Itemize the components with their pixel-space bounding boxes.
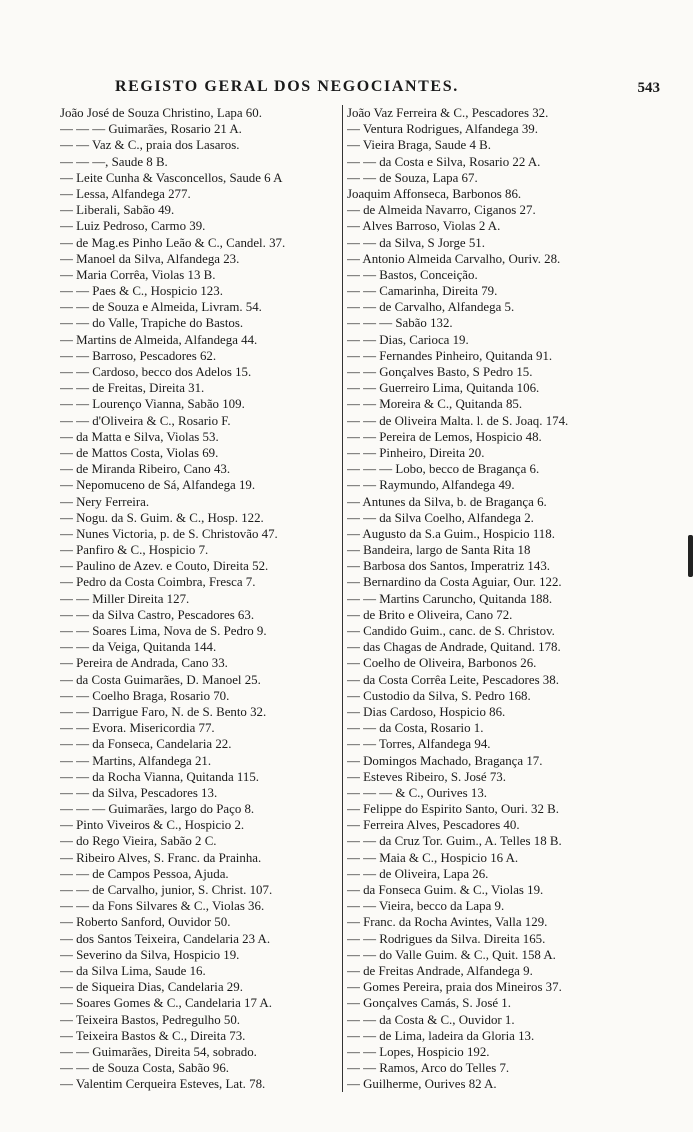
directory-entry: — — de Oliveira Malta. l. de S. Joaq. 174.	[347, 413, 569, 428]
directory-entry: — Candido Guim., canc. de S. Christov.	[347, 624, 555, 638]
directory-entry: — Pedro da Costa Coimbra, Fresca 7.	[60, 575, 256, 590]
directory-entry: — — da Costa e Silva, Rosario 22 A.	[347, 154, 541, 169]
directory-entry: — — Pereira de Lemos, Hospicio 48.	[347, 429, 542, 444]
directory-entry: — — da Fons Silvares & C., Violas 36.	[60, 899, 265, 914]
directory-entry: — — — Guimarães, largo do Paço 8.	[60, 802, 255, 817]
directory-entry: — Paulino de Azev. e Couto, Direita 52.	[60, 559, 269, 574]
directory-entry: — Maria Corrêa, Violas 13 B.	[60, 267, 216, 282]
directory-entry: — — Barroso, Pescadores 62.	[60, 348, 217, 363]
directory-entry: — — de Campos Pessoa, Ajuda.	[60, 866, 229, 881]
directory-entry: — — de Carvalho, junior, S. Christ. 107.	[60, 883, 273, 897]
directory-entry: — das Chagas de Andrade, Quitand. 178.	[347, 640, 561, 655]
directory-entry: — — Raymundo, Alfandega 49.	[347, 478, 515, 493]
directory-entry: — — Miller Direita 127.	[60, 591, 190, 606]
directory-entry: — — da Silva Coelho, Alfandega 2.	[347, 510, 534, 525]
page-title: REGISTO GERAL DOS NEGOCIANTES.	[115, 78, 459, 95]
directory-entry: — — Evora. Misericordia 77.	[60, 721, 215, 736]
directory-entry: — Ferreira Alves, Pescadores 40.	[347, 818, 520, 833]
directory-entry: — Teixeira Bastos & C., Direita 73.	[60, 1028, 246, 1043]
directory-entry: — Antonio Almeida Carvalho, Ouriv. 28.	[347, 251, 561, 266]
directory-entry: — Esteves Ribeiro, S. José 73.	[347, 769, 506, 784]
directory-entry: — — de Souza e Almeida, Livram. 54.	[60, 300, 262, 315]
directory-entry: — de Almeida Navarro, Ciganos 27.	[347, 203, 536, 218]
directory-entry: — — do Valle, Trapiche do Bastos.	[60, 316, 244, 331]
directory-entry: — Antunes da Silva, b. de Bragança 6.	[347, 494, 547, 509]
directory-entry: — — —, Saude 8 B.	[60, 154, 168, 169]
directory-entry: — — Rodrigues da Silva. Direita 165.	[347, 931, 546, 946]
directory-entry: — — Darrigue Faro, N. de S. Bento 32.	[60, 704, 267, 719]
directory-entry: — Nunes Victoria, p. de S. Christovão 47.	[60, 526, 278, 541]
directory-entry: João Vaz Ferreira & C., Pescadores 32.	[347, 106, 549, 120]
directory-entry: — Vieira Braga, Saude 4 B.	[347, 138, 491, 153]
directory-entry: — — da Cruz Tor. Guim., A. Telles 18 B.	[347, 834, 562, 849]
directory-entry: — — Coelho Braga, Rosario 70.	[60, 688, 230, 703]
directory-entry: — — Dias, Carioca 19.	[347, 332, 469, 347]
directory-entry: — Felippe do Espirito Santo, Ouri. 32 B.	[347, 802, 559, 817]
directory-entry: — Luiz Pedroso, Carmo 39.	[60, 219, 206, 234]
directory-entry: — — — Guimarães, Rosario 21 A.	[60, 122, 242, 137]
directory-entry: — — Fernandes Pinheiro, Quitanda 91.	[347, 348, 553, 363]
directory-entry: — Domingos Machado, Bragança 17.	[347, 753, 543, 768]
directory-entry: — Leite Cunha & Vasconcellos, Saude 6 A	[60, 170, 283, 185]
directory-entry: — de Miranda Ribeiro, Cano 43.	[60, 462, 231, 477]
directory-entry: — Bernardino da Costa Aguiar, Our. 122.	[347, 575, 562, 590]
directory-entry: — — da Costa, Rosario 1.	[347, 721, 484, 736]
directory-entry: — Nepomuceno de Sá, Alfandega 19.	[60, 478, 256, 493]
directory-entry: — Pereira de Andrada, Cano 33.	[60, 656, 228, 671]
directory-entry: — — Lourenço Vianna, Sabão 109.	[60, 397, 245, 412]
directory-entry: — da Costa Guimarães, D. Manoel 25.	[60, 672, 261, 687]
directory-entry: — — Pinheiro, Direita 20.	[347, 445, 485, 460]
directory-entry: — Nogu. da S. Guim. & C., Hosp. 122.	[60, 510, 264, 525]
directory-entry: — — de Carvalho, Alfandega 5.	[347, 300, 515, 315]
directory-entry: — Guilherme, Ourives 82 A.	[347, 1077, 497, 1092]
directory-entry: — Bandeira, largo de Santa Rita 18	[347, 543, 531, 558]
directory-entry: — Teixeira Bastos, Pedregulho 50.	[60, 1012, 241, 1027]
directory-entry: — Roberto Sanford, Ouvidor 50.	[60, 915, 231, 930]
directory-entry: — — Ramos, Arco do Telles 7.	[347, 1061, 510, 1076]
directory-entry: — — de Souza Costa, Sabão 96.	[60, 1061, 229, 1076]
directory-entry: — — de Souza, Lapa 67.	[347, 170, 478, 185]
directory-entry: — Franc. da Rocha Avintes, Valla 129.	[347, 915, 548, 930]
directory-entry: — de Mattos Costa, Violas 69.	[60, 445, 219, 460]
page-number: 543	[637, 80, 660, 96]
directory-entry: — — — Sabão 132.	[347, 316, 453, 331]
page-edge-mark	[688, 535, 693, 577]
directory-entry: — — Guerreiro Lima, Quitanda 106.	[347, 381, 540, 396]
directory-entry: — Custodio da Silva, S. Pedro 168.	[347, 688, 531, 703]
directory-entry: — de Mag.es Pinho Leão & C., Candel. 37.	[60, 235, 286, 250]
directory-entry: — — Soares Lima, Nova de S. Pedro 9.	[60, 624, 267, 638]
directory-entry: — Gomes Pereira, praia dos Mineiros 37.	[347, 980, 562, 995]
page-header	[60, 78, 660, 100]
directory-entry: — — Maia & C., Hospicio 16 A.	[347, 850, 519, 865]
directory-entry: — Ribeiro Alves, S. Franc. da Prainha.	[60, 850, 262, 865]
directory-entry: João José de Souza Christino, Lapa 60.	[60, 106, 262, 120]
directory-entry: — Dias Cardoso, Hospicio 86.	[347, 704, 506, 719]
directory-entry: — da Silva Lima, Saude 16.	[60, 963, 206, 978]
directory-entry: — — — & C., Ourives 13.	[347, 785, 488, 800]
directory-entry: — Soares Gomes & C., Candelaria 17 A.	[60, 996, 272, 1011]
directory-entry: — — do Valle Guim. & C., Quit. 158 A.	[347, 947, 556, 962]
left-column	[60, 105, 342, 1092]
directory-entry: — de Freitas Andrade, Alfandega 9.	[347, 963, 533, 978]
directory-entry: — Severino da Silva, Hospicio 19.	[60, 947, 240, 962]
directory-entry: Joaquim Affonseca, Barbonos 86.	[347, 186, 522, 201]
directory-entry: — — Vieira, becco da Lapa 9.	[347, 899, 505, 914]
directory-entry: — — Guimarães, Direita 54, sobrado.	[60, 1044, 257, 1059]
directory-entry: — — — Lobo, becco de Bragança 6.	[347, 462, 540, 477]
directory-entry: — Lessa, Alfandega 277.	[60, 186, 191, 201]
directory-entry: — — da Costa & C., Ouvidor 1.	[347, 1012, 515, 1027]
directory-entry: — Valentim Cerqueira Esteves, Lat. 78.	[60, 1077, 266, 1092]
directory-entry: — — Lopes, Hospicio 192.	[347, 1044, 490, 1059]
directory-entry: — — da Silva, Pescadores 13.	[60, 785, 218, 800]
directory-entry: — Panfiro & C., Hospicio 7.	[60, 543, 209, 558]
directory-entry: — — Martins, Alfandega 21.	[60, 753, 212, 768]
directory-entry: — da Costa Corrêa Leite, Pescadores 38.	[347, 672, 559, 687]
directory-entry: — Liberali, Sabão 49.	[60, 203, 175, 218]
directory-entry: — — Torres, Alfandega 94.	[347, 737, 491, 752]
directory-entry: — — da Silva Castro, Pescadores 63.	[60, 607, 255, 622]
directory-entry: — — Vaz & C., praia dos Lasaros.	[60, 138, 240, 153]
directory-entry: — — d'Oliveira & C., Rosario F.	[60, 413, 231, 428]
directory-entry: — Augusto da S.a Guim., Hospicio 118.	[347, 526, 555, 541]
directory-entry: — — Moreira & C., Quitanda 85.	[347, 397, 523, 412]
directory-entry: — Nery Ferreira.	[60, 494, 150, 509]
directory-entry: — Gonçalves Camás, S. José 1.	[347, 996, 511, 1011]
directory-entry: — de Brito e Oliveira, Cano 72.	[347, 607, 513, 622]
directory-entry: — — da Veiga, Quitanda 144.	[60, 640, 217, 655]
directory-entry: — — Camarinha, Direita 79.	[347, 284, 498, 299]
right-column	[342, 105, 637, 1092]
directory-entry: — — de Freitas, Direita 31.	[60, 381, 205, 396]
directory-entry: — Manoel da Silva, Alfandega 23.	[60, 251, 240, 266]
directory-entry: — da Fonseca Guim. & C., Violas 19.	[347, 883, 544, 897]
directory-entry: — — Cardoso, becco dos Adelos 15.	[60, 365, 252, 379]
directory-entry: — — Paes & C., Hospicio 123.	[60, 284, 223, 299]
directory-entry: — da Matta e Silva, Violas 53.	[60, 429, 219, 444]
directory-entry: — Pinto Viveiros & C., Hospicio 2.	[60, 818, 245, 833]
directory-entry: — — Martins Caruncho, Quitanda 188.	[347, 591, 553, 606]
directory-entry: — Martins de Almeida, Alfandega 44.	[60, 332, 258, 347]
directory-entry: — — Gonçalves Basto, S Pedro 15.	[347, 365, 533, 379]
directory-entry: — — da Fonseca, Candelaria 22.	[60, 737, 232, 752]
directory-entry: — Barbosa dos Santos, Imperatriz 143.	[347, 559, 550, 574]
directory-entry: — Ventura Rodrigues, Alfandega 39.	[347, 122, 538, 137]
directory-entry: — — da Silva, S Jorge 51.	[347, 235, 485, 250]
directory-entry: — — Bastos, Conceição.	[347, 267, 478, 282]
directory-entry: — — da Rocha Vianna, Quitanda 115.	[60, 769, 259, 784]
directory-entry: — dos Santos Teixeira, Candelaria 23 A.	[60, 931, 271, 946]
directory-entry: — de Siqueira Dias, Candelaria 29.	[60, 980, 243, 995]
directory-entry: — Alves Barroso, Violas 2 A.	[347, 219, 501, 234]
directory-entry: — do Rego Vieira, Sabão 2 C.	[60, 834, 217, 849]
directory-entry: — — de Lima, ladeira da Gloria 13.	[347, 1028, 535, 1043]
directory-entry: — Coelho de Oliveira, Barbonos 26.	[347, 656, 537, 671]
directory-entry: — — de Oliveira, Lapa 26.	[347, 866, 489, 881]
